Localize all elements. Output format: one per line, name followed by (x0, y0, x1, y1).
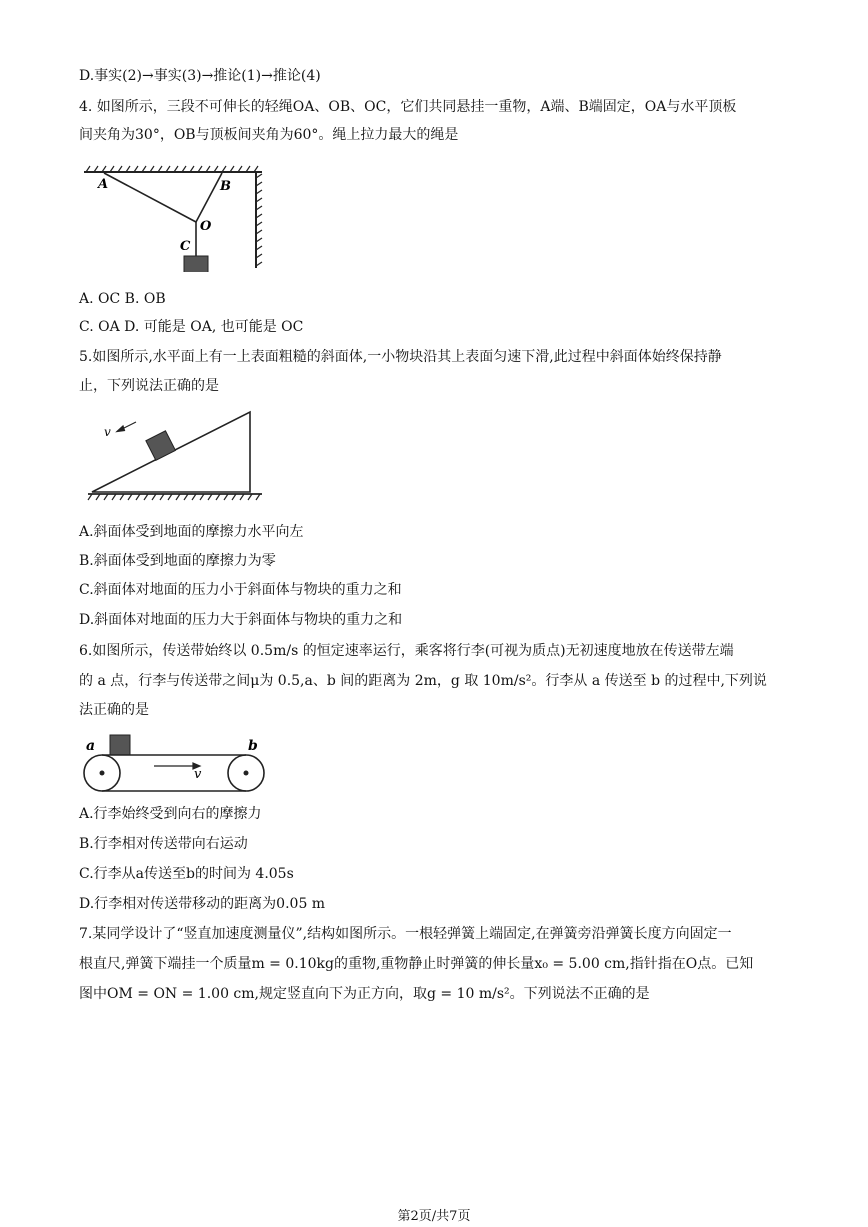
velocity-arrow (117, 422, 136, 432)
q5-option-d: D.斜面体对地面的压力大于斜面体与物块的重力之和 (79, 612, 403, 628)
q5-option-c: C.斜面体对地面的压力小于斜面体与物块的重力之和 (79, 582, 402, 598)
q6-option-a: A.行李始终受到向右的摩擦力 (79, 806, 262, 822)
q5-stem-line-2: 止，下列说法正确的是 (79, 378, 219, 394)
label-a: A (98, 177, 109, 192)
q5-figure (86, 406, 266, 502)
label-b: B (220, 179, 231, 194)
rope-ob (196, 173, 222, 222)
hanging-weight (184, 256, 208, 272)
label-a: a (86, 738, 96, 754)
label-v: v (104, 425, 111, 439)
label-v: v (194, 767, 202, 782)
q6-option-c: C.行李从a传送至b的时间为 4.05s (79, 866, 294, 882)
q6-stem-line-1: 6.如图所示，传送带始终以 0.5m/s 的恒定速率运行，乘客将行李(可视为质点)无初速度地放在传送带左端 (79, 643, 734, 659)
right-wall (256, 172, 262, 268)
q6-stem-line-2: 的 a 点，行李与传送带之间μ为 0.5,a、b 间的距离为 2m，g 取 10m/s²。行李从 a 传送至 b 的过程中,下列说 (79, 673, 767, 689)
ground (88, 494, 262, 500)
q7-stem-line-3: 图中OM = ON = 1.00 cm,规定竖直向下为正方向，取g = 10 m/s²。下列说法不正确的是 (79, 986, 650, 1002)
q3-option-d: D.事实(2)→事实(3)→推论(1)→推论(4) (79, 68, 321, 84)
q7-stem-line-2: 根直尺,弹簧下端挂一个质量m = 0.10kg的重物,重物静止时弹簧的伸长量x₀ = 5.00 cm,指针指在O点。已知 (79, 956, 754, 972)
q6-figure (82, 732, 272, 796)
rope-oa (104, 173, 196, 222)
q4-stem-line-2: 间夹角为30°，OB与顶板间夹角为60°。绳上拉力最大的绳是 (79, 127, 459, 143)
label-o: O (200, 219, 212, 234)
q6-option-b: B.行李相对传送带向右运动 (79, 836, 248, 852)
ceiling (84, 166, 262, 172)
q4-options-line-2: C. OA D. 可能是 OA, 也可能是 OC (79, 319, 304, 335)
q4-figure (80, 162, 270, 272)
q5-option-b: B.斜面体受到地面的摩擦力为零 (79, 553, 276, 569)
page-number: 第2页/共7页 (397, 1209, 471, 1224)
q4-stem-line-1: 4. 如图所示，三段不可伸长的轻绳OA、OB、OC，它们共同悬挂一重物，A端、B端固定，OA与水平顶板 (79, 99, 737, 115)
q4-options-line-1: A. OC B. OB (79, 291, 166, 307)
q5-option-a: A.斜面体受到地面的摩擦力水平向左 (79, 524, 304, 540)
label-b: b (248, 738, 258, 754)
label-c: C (180, 239, 191, 254)
q5-stem-line-1: 5.如图所示,水平面上有一上表面粗糙的斜面体,一小物块沿其上表面匀速下滑,此过程中斜面体始终保持静 (79, 349, 722, 365)
q6-stem-line-3: 法正确的是 (79, 702, 149, 718)
q7-stem-line-1: 7.某同学设计了“竖直加速度测量仪”,结构如图所示。一根轻弹簧上端固定,在弹簧旁沿弹簧长度方向固定一 (79, 926, 732, 942)
sliding-block (146, 431, 176, 461)
luggage (110, 735, 130, 755)
q6-option-d: D.行李相对传送带移动的距离为0.05 m (79, 896, 326, 912)
